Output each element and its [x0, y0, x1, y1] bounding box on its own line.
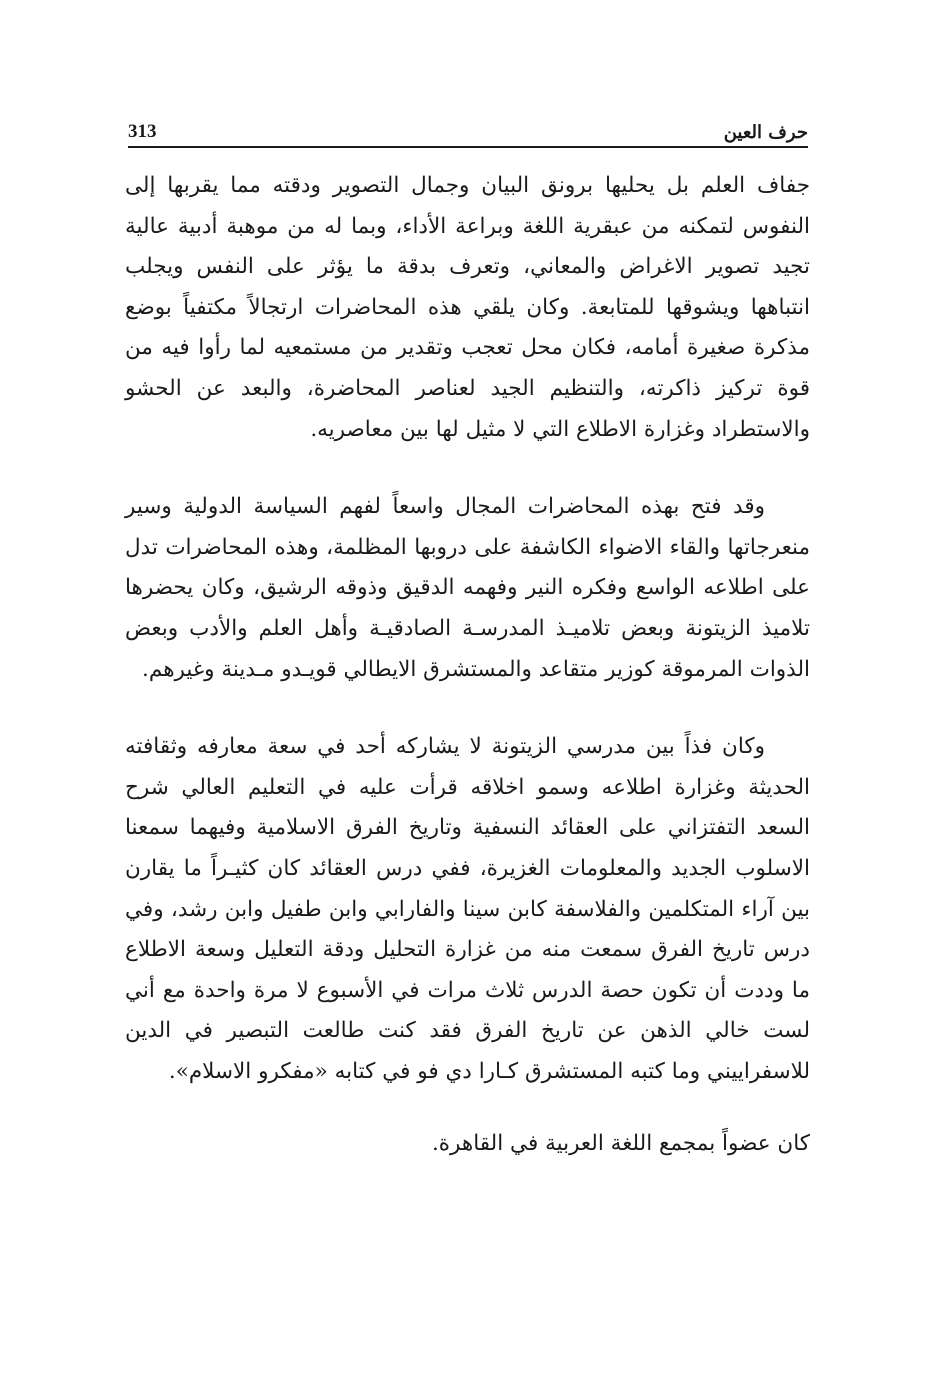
- running-title: حرف العين: [723, 122, 808, 143]
- paragraph-1: جفاف العلم بل يحليها برونق البيان وجمال التصوير ودقته مما يقربها إلى النفوس لتمكنه من عبقرية اللغة وبراعة الأداء، وبما له من موهبة أدبية عالية تجيد تصوير الاغراض والمعاني، وتعرف بدقة ما يؤثر على النفس ويجلب انتباهها ويشوقها للمتابعة. وكان يلقي هذه المحاضرات ارتجالاً مكتفياً بوضع مذكرة صغيرة أمامه، فكان محل تعجب وتقدير من مستمعيه لما رأوا فيه من قوة تركيز ذاكرته، والتنظيم الجيد لعناصر المحاضرة، والبعد عن الحشو والاستطراد وغزارة الاطلاع التي لا مثيل لها بين معاصريه.: [125, 173, 810, 442]
- paragraph-3: وكان فذاً بين مدرسي الزيتونة لا يشاركه أحد في سعة معارفه وثقافته الحديثة وغزارة اطلاعه وسمو اخلاقه قرأت عليه في التعليم العالي شرح السعد التفتزاني على العقائد النسفية وتاريخ الفرق الاسلامية وفيهما سمعنا الاسلوب الجديد والمعلومات الغزيرة، ففي درس العقائد كان كثيـراً ما يقارن بين آراء المتكلمين والفلاسفة كابن سينا والفارابي وابن طفيل وابن رشد، وفي درس تاريخ الفرق سمعت منه من غزارة التحليل ودقة التعليل وسعة الاطلاع ما وددت أن تكون حصة الدرس ثلاث مرات في الأسبوع لا مرة واحدة مع أني لست خالي الذهن عن تاريخ الفرق فقد كنت طالعت التبصير في الدين للاسفراييني وما كتبه المستشرق كـارا دي فو في كتابه «مفكرو الاسلام».: [125, 734, 810, 1084]
- paragraph-2: وقد فتح بهذه المحاضرات المجال واسعاً لفهم السياسة الدولية وسير منعرجاتها والقاء الاضواء الكاشفة على دروبها المظلمة، وهذه المحاضرات تدل على اطلاعه الواسع وفكره النير وفهمه الدقيق وذوقه الرشيق، وكان يحضرها تلاميذ الزيتونة وبعض تلاميـذ المدرسـة الصادقيـة وأهل العلم والأدب وبعض الذوات المرموقة كوزير متقاعد والمستشرق الايطالي قويـدو مـدينة وغيرهم.: [125, 494, 810, 682]
- paragraph-4: كان عضواً بمجمع اللغة العربية في القاهرة.: [431, 1131, 810, 1157]
- body-text: [125, 166, 810, 1165]
- page-header: [128, 112, 808, 148]
- page-number: 313: [128, 121, 157, 142]
